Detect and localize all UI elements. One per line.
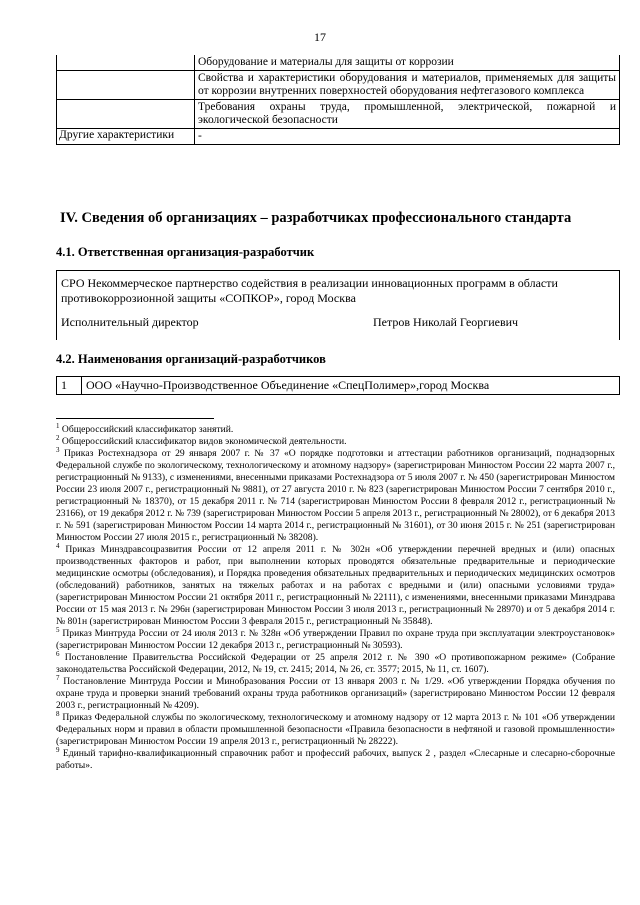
footnote-mark: 3 [56, 445, 60, 454]
footnote-mark: 5 [56, 625, 60, 634]
footnote [56, 421, 615, 436]
row-label [57, 55, 195, 71]
table-row [57, 377, 620, 395]
row-label [57, 71, 195, 100]
footnote-text: Общероссийский классификатор видов экономической деятельности. [61, 436, 347, 447]
footnote-text: Постановление Минтруда России и Минобразования России от 13 января 2003 г. № 1/29. «Об утверждении Порядка обучения по охране труда и проверки знаний требований охраны труда работников организаций» (зарегистрировано Минюстом России 12 февраля 2003 г., регистрационный № 4209). [56, 676, 615, 711]
footnote-text: Общероссийский классификатор занятий. [61, 424, 234, 435]
characteristics-table [56, 55, 620, 145]
footnote-text: Приказ Минтруда России от 24 июля 2013 г. № 328н «Об утверждении Правил по охране труда при эксплуатации электроустановок» (зарегистрирован Минюстом России 12 декабря 2013 г., регистрационный № 30593). [56, 628, 615, 651]
footnote [56, 433, 615, 448]
footnote [56, 445, 615, 544]
footnote [56, 709, 615, 748]
responsible-org-name: СРО Некоммерческое партнерство содействия в реализации инновационных программ в области противокоррозионной защиты «СОПКОР», город Москва [61, 276, 558, 305]
table-row [57, 129, 620, 145]
table-row [57, 71, 620, 100]
footnote [56, 745, 615, 772]
footnote-mark: 4 [56, 541, 60, 550]
footnote-mark: 9 [56, 745, 60, 754]
developer-number: 1 [57, 377, 82, 395]
section-title: IV. Сведения об организациях – разработчиках профессионального стандарта [60, 210, 572, 226]
responsible-org-position: Исполнительный директор [61, 315, 199, 329]
page-number: 17 [314, 30, 326, 44]
responsible-org-heading: 4.1. Ответственная организация-разработчик [56, 245, 315, 259]
row-value: - [195, 129, 620, 145]
row-value: Оборудование и материалы для защиты от коррозии [195, 55, 620, 71]
footnote-mark: 8 [56, 709, 60, 718]
footnote [56, 649, 615, 676]
row-label [57, 100, 195, 129]
footnote-mark: 2 [56, 433, 60, 442]
row-value: Требования охраны труда, промышленной, электрической, пожарной и экологической безопасности [195, 100, 620, 129]
footnote [56, 541, 615, 628]
row-value: Свойства и характеристики оборудования и материалов, применяемых для защиты от коррозии внутренних поверхностей оборудования нефтегазового комплекса [195, 71, 620, 100]
developer-name: ООО «Научно-Производственное Объединение «СпецПолимер»,город Москва [82, 377, 620, 395]
footnote-text: Постановление Правительства Российской Федерации от 25 апреля 2012 г. № 390 «О противопожарном режиме» (Собрание законодательства Российской Федерации, 2012, № 19, ст. 2415; 2014, № 26, ст. 3577; 2015, № 11, ст. 1607). [56, 652, 615, 675]
responsible-org-box [56, 270, 620, 340]
developers-table [56, 376, 620, 395]
footnote-separator [56, 418, 214, 419]
footnote [56, 673, 615, 712]
footnotes [56, 421, 615, 772]
footnote [56, 625, 615, 652]
footnote-text: Приказ Федеральной службы по экологическому, технологическому и атомному надзору от 12 марта 2013 г. № 101 «Об утверждении Федеральных норм и правил в области промышленной безопасности «Правила безопасности в нефтяной и газовой промышленности» (зарегистрирован Минюстом России 19 апреля 2013 г., регистрационный № 28222). [56, 712, 615, 747]
footnote-mark: 7 [56, 673, 60, 682]
table-row [57, 100, 620, 129]
responsible-org-person: Петров Николай Георгиевич [373, 315, 519, 329]
row-label: Другие характеристики [57, 129, 195, 145]
footnote-text: Приказ Минздравсоцразвития России от 12 апреля 2011 г. № 302н «Об утверждении перечней вредных и (или) опасных производственных факторов и работ, при выполнении которых проводятся обязательные предварительные и периодические медицинские осмотры (обследования), и Порядка проведения обязательных предварительных и периодических медицинских осмотров (обследований) работников, занятых на тяжелых работах и на работах с вредными и (или) опасными условиями труда» (зарегистрирован Минюстом России 21 октября 2011 г., регистрационный № 22111), с изменениями, внесенными приказами Минздрава России от 15 мая 2013 г. № 296н (зарегистрирован Минюстом России 3 июля 2013 г., регистрационный № 28970) и от 5 декабря 2014 г. № 801н (зарегистрирован Минюстом России 3 февраля 2015 г., регистрационный № 35848). [56, 544, 615, 627]
footnote-text: Приказ Ростехнадзора от 29 января 2007 г. № 37 «О порядке подготовки и аттестации работников организаций, поднадзорных Федеральной службе по экологическому, технологическому и атомному надзору» (зарегистрирован Минюстом России 22 марта 2007 г., регистрационный № 9133), с изменениями, внесенными приказами Ростехнадзора от 5 июля 2007 г. № 450 (зарегистрирован Минюстом России 23 июля 2007 г., регистрационный № 9881), от 27 августа 2010 г. № 823 (зарегистрирован Минюстом России 7 сентября 2010 г., регистрационный № 18370), от 15 декабря 2011 г. № 714 (зарегистрирован Минюстом России 8 февраля 2012 г., регистрационный № 23166), от 19 декабря 2012 г. № 739 (зарегистрирован Минюстом России 5 апреля 2013 г., регистрационный № 28002), от 6 декабря 2013 г. № 591 (зарегистрирован Минюстом России 14 марта 2014 г., регистрационный № 31601), от 30 июня 2015 г. № 251 (зарегистрирован Минюстом России 27 июля 2015 г., регистрационный № 38208). [56, 448, 615, 543]
footnote-mark: 6 [56, 649, 60, 658]
developers-heading: 4.2. Наименования организаций-разработчиков [56, 352, 326, 366]
footnote-mark: 1 [56, 421, 60, 430]
footnote-text: Единый тарифно-квалификационный справочник работ и профессий рабочих, выпуск 2 , раздел «Слесарные и слесарно-сборочные работы». [56, 748, 615, 771]
table-row [57, 55, 620, 71]
